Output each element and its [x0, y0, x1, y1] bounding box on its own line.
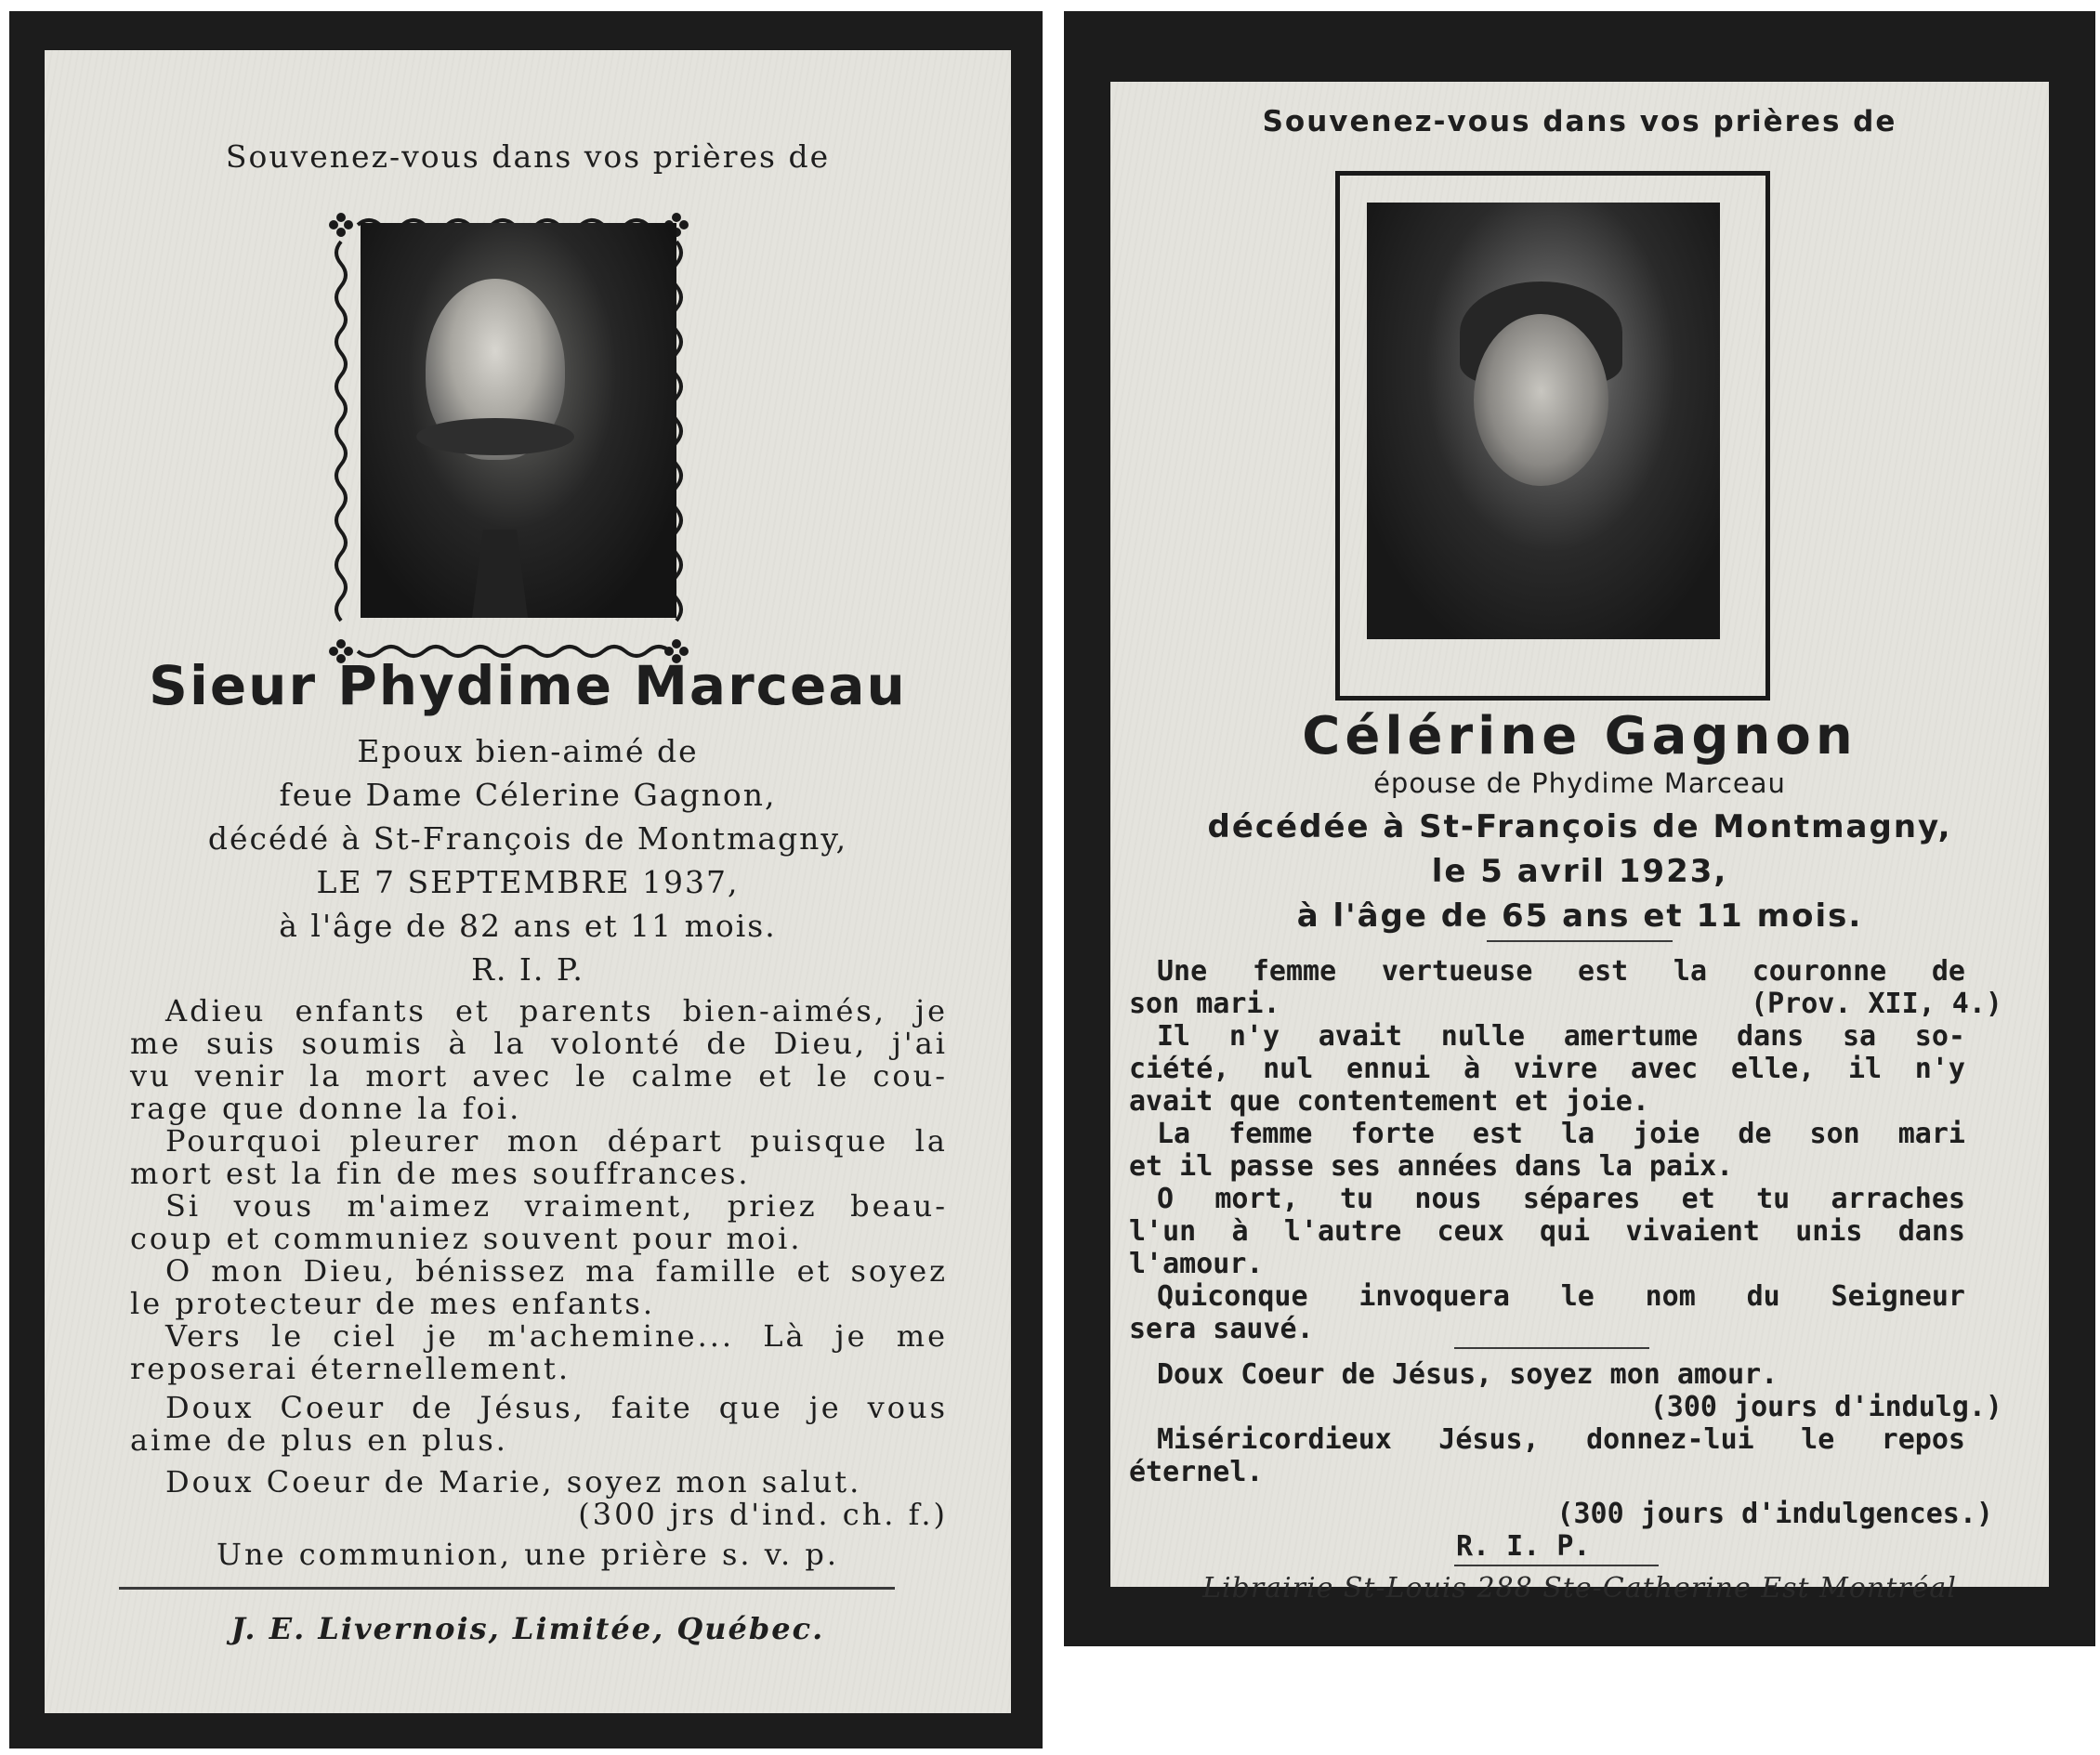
indulgence-note: (300 jours d'indulgences.)	[1556, 1498, 1993, 1530]
right-card-frame	[1064, 11, 2095, 1646]
prayer-line: Doux Coeur de Jésus, faite que je vous	[165, 1390, 948, 1425]
footer-divider	[1454, 1565, 1659, 1566]
scripture-reference: (Prov. XII, 4.)	[1751, 988, 2002, 1020]
publisher-imprint: Librairie St-Louis 288 Ste-Catherine Est Montréal	[1202, 1572, 1957, 1604]
spouse-line: épouse de Phydime Marceau	[1373, 767, 1786, 799]
prayer-line: le protecteur de mes enfants.	[130, 1286, 655, 1321]
verse-line: ciété, nul ennui à vivre avec elle, il n'y	[1129, 1053, 1965, 1085]
indulgence-note: (300 jours d'indulg.)	[1649, 1391, 2002, 1423]
prayer-line: aime de plus en plus.	[130, 1422, 508, 1458]
divider	[119, 1587, 895, 1590]
prayer-line: Adieu enfants et parents bien-aimés, je	[165, 993, 948, 1028]
verse-line: et il passe ses années dans la paix.	[1129, 1150, 1734, 1183]
subtitle-line: Epoux bien-aimé de	[357, 733, 699, 769]
clover-ornament-icon	[329, 213, 353, 237]
verse-line: Une femme vertueuse est la couronne de	[1157, 955, 1965, 988]
death-date: LE 7 SEPTEMBRE 1937,	[316, 864, 740, 900]
rip-label: R. I. P.	[471, 951, 584, 988]
right-header: Souvenez-vous dans vos prières de	[1262, 105, 1897, 138]
prayer-line: me suis soumis à la volonté de Dieu, j'ai	[130, 1026, 948, 1061]
prayer-line: Vers le ciel je m'achemine... Là je me	[165, 1318, 948, 1354]
verse-line: avait que contentement et joie.	[1129, 1085, 1649, 1118]
deceased-name: Célérine Gagnon	[1302, 706, 1857, 766]
verse-line: Il n'y avait nulle amertume dans sa so-	[1157, 1020, 1965, 1053]
death-date: le 5 avril 1923,	[1431, 853, 1728, 890]
verse-line: O mort, tu nous sépares et tu arraches	[1157, 1183, 1965, 1215]
prayer-line: rage que donne la foi.	[130, 1091, 522, 1126]
communion-request: Une communion, une prière s. v. p.	[217, 1537, 839, 1572]
prayer-line: coup et communiez souvent pour moi.	[130, 1221, 803, 1256]
verse-line: La femme forte est la joie de son mari	[1157, 1118, 1965, 1150]
age-line: à l'âge de 82 ans et 11 mois.	[279, 908, 777, 944]
left-card-frame	[9, 11, 1043, 1748]
portrait-photo-celerine	[1367, 203, 1720, 639]
left-header: Souvenez-vous dans vos prières de	[225, 138, 831, 175]
prayer-line: Si vous m'aimez vraiment, priez beau-	[165, 1188, 948, 1224]
invocation-line: éternel.	[1129, 1456, 1264, 1488]
memorial-card-phydime-marceau	[45, 50, 1011, 1713]
invocation-line: Miséricordieux Jésus, donnez-lui le repos	[1157, 1423, 1965, 1456]
prayer-line: mort est la fin de mes souffrances.	[130, 1156, 751, 1191]
prayer-line: O mon Dieu, bénissez ma famille et soyez	[165, 1253, 948, 1289]
death-place: décédée à St-François de Montmagny,	[1207, 808, 1952, 845]
deceased-name: Sieur Phydime Marceau	[149, 654, 907, 717]
verse-line: Quiconque invoquera le nom du Seigneur	[1157, 1280, 1965, 1313]
invocation-line: Doux Coeur de Jésus, soyez mon amour.	[1157, 1358, 1778, 1391]
section-divider	[1454, 1347, 1649, 1349]
publisher-imprint: J. E. Livernois, Limitée, Québec.	[230, 1611, 825, 1646]
rip-label: R. I. P.	[1456, 1530, 1591, 1563]
prayer-line: Pourquoi pleurer mon départ puisque la	[165, 1123, 948, 1159]
prayer-line: vu venir la mort avec le calme et le cou-	[130, 1058, 948, 1094]
verse-line: l'un à l'autre ceux qui vivaient unis dans	[1129, 1215, 1965, 1248]
prayer-line: reposerai éternellement.	[130, 1351, 571, 1386]
portrait-photo-phydime	[361, 223, 676, 618]
prayer-line: Doux Coeur de Marie, soyez mon salut.	[165, 1464, 862, 1500]
memorial-card-celerine-gagnon	[1110, 82, 2049, 1604]
age-underline	[1487, 940, 1673, 942]
verse-line: l'amour.	[1129, 1248, 1264, 1280]
verse-line: sera sauvé.	[1129, 1313, 1314, 1345]
subtitle-line: décédé à St-François de Montmagny,	[207, 820, 848, 857]
verse-line: son mari.	[1129, 988, 1280, 1020]
subtitle-line: feue Dame Célerine Gagnon,	[279, 777, 777, 813]
indulgence-note: (300 jrs d'ind. ch. f.)	[578, 1497, 948, 1532]
age-line: à l'âge de 65 ans et 11 mois.	[1296, 897, 1863, 935]
